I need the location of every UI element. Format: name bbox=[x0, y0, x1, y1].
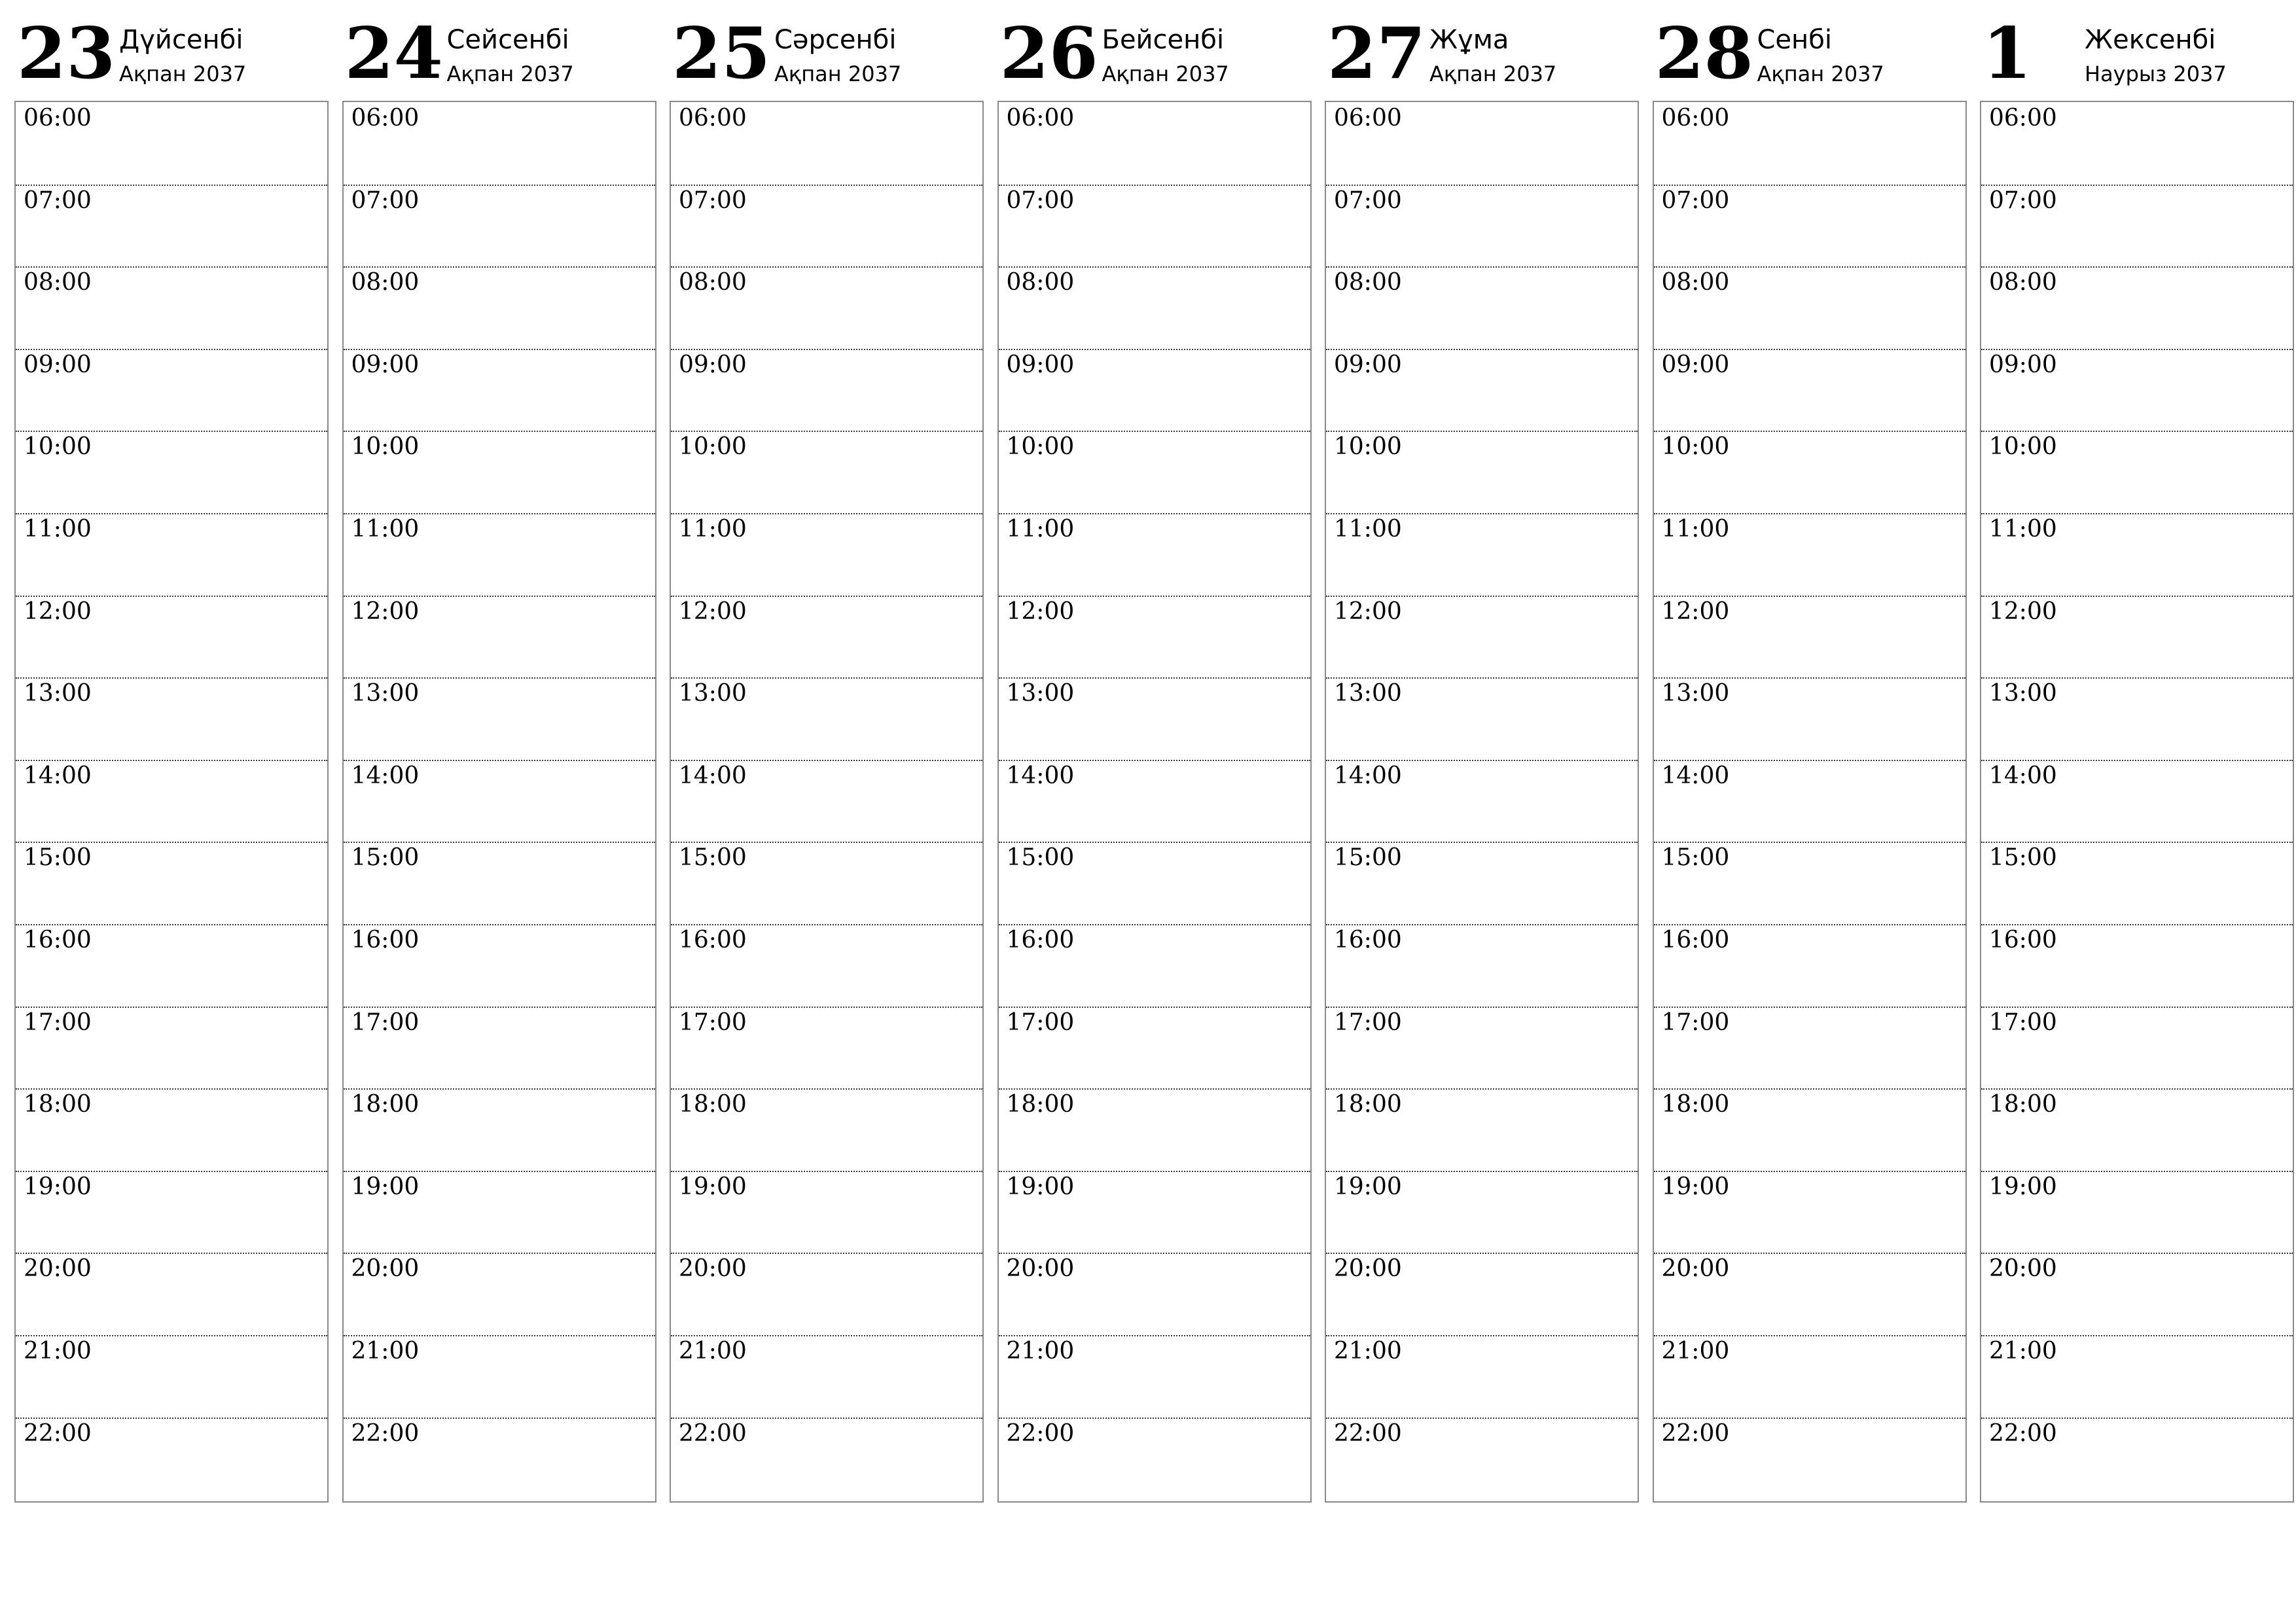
slot-time-label: 14:00 bbox=[1334, 762, 1402, 789]
time-slot[interactable] bbox=[1326, 102, 1638, 185]
slot-time-label: 07:00 bbox=[1006, 187, 1075, 214]
time-slot[interactable] bbox=[1326, 1007, 1638, 1089]
slot-time-label: 22:00 bbox=[1661, 1419, 1730, 1447]
time-slot[interactable] bbox=[1326, 266, 1638, 349]
time-slot[interactable] bbox=[344, 266, 655, 349]
time-slot[interactable] bbox=[671, 431, 982, 513]
slot-time-label: 11:00 bbox=[679, 516, 747, 543]
time-slot[interactable] bbox=[1326, 1253, 1638, 1335]
day-column bbox=[342, 0, 656, 1505]
slot-time-label: 20:00 bbox=[1661, 1255, 1730, 1283]
time-slot[interactable] bbox=[1654, 1007, 1965, 1089]
day-name: Дүйсенбі bbox=[119, 25, 243, 55]
time-slot[interactable] bbox=[671, 513, 982, 596]
slot-time-label: 12:00 bbox=[679, 597, 747, 625]
slot-time-label: 17:00 bbox=[679, 1008, 747, 1036]
slot-time-label: 16:00 bbox=[24, 927, 92, 954]
slot-time-label: 09:00 bbox=[1006, 351, 1075, 378]
time-slot[interactable] bbox=[999, 431, 1310, 513]
time-slot[interactable] bbox=[1654, 185, 1965, 267]
slot-time-label: 22:00 bbox=[24, 1419, 92, 1447]
day-month: Ақпан 2037 bbox=[119, 62, 247, 86]
slot-time-label: 21:00 bbox=[1006, 1338, 1075, 1364]
slot-time-label: 18:00 bbox=[1334, 1091, 1402, 1118]
time-slot[interactable] bbox=[1981, 924, 2293, 1007]
time-slot[interactable] bbox=[1326, 1418, 1638, 1500]
time-slot[interactable] bbox=[1981, 1007, 2293, 1089]
day-column bbox=[997, 0, 1312, 1505]
time-slot[interactable] bbox=[344, 1171, 655, 1253]
slot-time-label: 16:00 bbox=[1661, 927, 1730, 954]
time-slot[interactable] bbox=[671, 1335, 982, 1418]
time-slot[interactable] bbox=[999, 1418, 1310, 1500]
time-slot[interactable] bbox=[999, 185, 1310, 267]
slot-time-label: 06:00 bbox=[679, 105, 747, 132]
time-slot[interactable] bbox=[16, 513, 327, 596]
slot-time-label: 17:00 bbox=[1989, 1008, 2057, 1036]
slot-time-label: 13:00 bbox=[1006, 680, 1075, 707]
time-slot[interactable] bbox=[16, 842, 327, 924]
time-slot[interactable] bbox=[1326, 760, 1638, 842]
day-header bbox=[1980, 0, 2294, 98]
slot-time-label: 22:00 bbox=[679, 1419, 747, 1447]
slot-time-label: 10:00 bbox=[351, 433, 420, 461]
time-slot[interactable] bbox=[1326, 842, 1638, 924]
slot-time-label: 12:00 bbox=[24, 597, 92, 625]
time-slot[interactable] bbox=[344, 1253, 655, 1335]
time-slot[interactable] bbox=[1654, 1418, 1965, 1500]
slot-time-label: 06:00 bbox=[1334, 105, 1402, 132]
slot-time-label: 07:00 bbox=[24, 187, 92, 214]
time-slot[interactable] bbox=[671, 1007, 982, 1089]
time-slot[interactable] bbox=[344, 349, 655, 431]
slot-time-label: 12:00 bbox=[1334, 597, 1402, 625]
slot-time-label: 11:00 bbox=[1989, 516, 2057, 543]
time-slots bbox=[1325, 101, 1639, 1503]
time-slot[interactable] bbox=[16, 1253, 327, 1335]
day-month: Ақпан 2037 bbox=[1757, 62, 1884, 86]
time-slot[interactable] bbox=[344, 431, 655, 513]
slot-time-label: 12:00 bbox=[1006, 597, 1075, 625]
time-slot[interactable] bbox=[1326, 1088, 1638, 1171]
day-number: 26 bbox=[999, 12, 1098, 95]
time-slot[interactable] bbox=[1654, 677, 1965, 760]
time-slot[interactable] bbox=[344, 1088, 655, 1171]
time-slot[interactable] bbox=[999, 513, 1310, 596]
slot-time-label: 20:00 bbox=[1989, 1255, 2057, 1283]
slot-time-label: 13:00 bbox=[351, 680, 420, 707]
slot-time-label: 13:00 bbox=[24, 680, 92, 707]
time-slot[interactable] bbox=[1654, 1088, 1965, 1171]
time-slot[interactable] bbox=[16, 1171, 327, 1253]
time-slot[interactable] bbox=[1654, 349, 1965, 431]
time-slot[interactable] bbox=[1981, 431, 2293, 513]
time-slot[interactable] bbox=[16, 185, 327, 267]
slot-time-label: 16:00 bbox=[679, 927, 747, 954]
slot-time-label: 11:00 bbox=[1661, 516, 1730, 543]
time-slot[interactable] bbox=[1981, 1418, 2293, 1500]
time-slot[interactable] bbox=[671, 349, 982, 431]
slot-time-label: 14:00 bbox=[1006, 762, 1075, 789]
time-slot[interactable] bbox=[344, 1335, 655, 1418]
time-slot[interactable] bbox=[1981, 596, 2293, 678]
slot-time-label: 07:00 bbox=[1661, 187, 1730, 214]
day-name: Сенбі bbox=[1757, 25, 1832, 55]
slot-time-label: 18:00 bbox=[351, 1091, 420, 1118]
slot-time-label: 06:00 bbox=[1661, 105, 1730, 132]
day-month: Ақпан 2037 bbox=[446, 62, 574, 86]
slot-time-label: 20:00 bbox=[1006, 1255, 1075, 1283]
time-slot[interactable] bbox=[1981, 1253, 2293, 1335]
slot-time-label: 14:00 bbox=[351, 762, 420, 789]
time-slot[interactable] bbox=[16, 1088, 327, 1171]
slot-time-label: 14:00 bbox=[24, 762, 92, 789]
time-slot[interactable] bbox=[999, 102, 1310, 185]
slot-time-label: 18:00 bbox=[679, 1091, 747, 1118]
slot-time-label: 13:00 bbox=[1989, 680, 2057, 707]
time-slot[interactable] bbox=[999, 677, 1310, 760]
slot-time-label: 18:00 bbox=[24, 1091, 92, 1118]
slot-time-label: 09:00 bbox=[1334, 351, 1402, 378]
time-slot[interactable] bbox=[1981, 1171, 2293, 1253]
time-slot[interactable] bbox=[999, 1253, 1310, 1335]
slot-time-label: 22:00 bbox=[1006, 1419, 1075, 1447]
day-month: Наурыз 2037 bbox=[2085, 62, 2227, 86]
slot-time-label: 08:00 bbox=[1989, 269, 2057, 296]
day-number: 24 bbox=[344, 12, 443, 95]
day-name: Жұма bbox=[1429, 25, 1509, 55]
time-slot[interactable] bbox=[1981, 349, 2293, 431]
time-slot[interactable] bbox=[1981, 1335, 2293, 1418]
slot-time-label: 20:00 bbox=[1334, 1255, 1402, 1283]
day-column bbox=[14, 0, 329, 1505]
slot-time-label: 20:00 bbox=[24, 1255, 92, 1283]
time-slot[interactable] bbox=[16, 1335, 327, 1418]
time-slot[interactable] bbox=[16, 431, 327, 513]
slot-time-label: 21:00 bbox=[24, 1338, 92, 1364]
time-slot[interactable] bbox=[344, 185, 655, 267]
time-slot[interactable] bbox=[1326, 349, 1638, 431]
slot-time-label: 08:00 bbox=[1661, 269, 1730, 296]
slot-time-label: 06:00 bbox=[351, 105, 420, 132]
time-slot[interactable] bbox=[1654, 760, 1965, 842]
slot-time-label: 13:00 bbox=[1334, 680, 1402, 707]
time-slot[interactable] bbox=[344, 596, 655, 678]
slot-time-label: 07:00 bbox=[679, 187, 747, 214]
day-name: Жексенбі bbox=[2085, 25, 2216, 55]
day-column bbox=[1980, 0, 2294, 1505]
time-slot[interactable] bbox=[1654, 513, 1965, 596]
slot-time-label: 20:00 bbox=[351, 1255, 420, 1283]
slot-time-label: 19:00 bbox=[24, 1173, 92, 1200]
slot-time-label: 10:00 bbox=[1334, 433, 1402, 461]
slot-time-label: 15:00 bbox=[1334, 844, 1402, 872]
slot-time-label: 08:00 bbox=[1006, 269, 1075, 296]
slot-time-label: 06:00 bbox=[1006, 105, 1075, 132]
time-slots bbox=[1980, 101, 2294, 1503]
time-slot[interactable] bbox=[1654, 266, 1965, 349]
slot-time-label: 11:00 bbox=[24, 516, 92, 543]
slot-time-label: 17:00 bbox=[1006, 1008, 1075, 1036]
slot-time-label: 09:00 bbox=[1661, 351, 1730, 378]
slot-time-label: 08:00 bbox=[679, 269, 747, 296]
time-slot[interactable] bbox=[1326, 431, 1638, 513]
time-slot[interactable] bbox=[16, 349, 327, 431]
slot-time-label: 15:00 bbox=[1989, 844, 2057, 872]
time-slot[interactable] bbox=[671, 760, 982, 842]
day-name: Бейсенбі bbox=[1102, 25, 1225, 55]
time-slot[interactable] bbox=[1981, 1088, 2293, 1171]
slot-time-label: 07:00 bbox=[351, 187, 420, 214]
slot-time-label: 09:00 bbox=[351, 351, 420, 378]
time-slot[interactable] bbox=[1981, 842, 2293, 924]
time-slots bbox=[670, 101, 984, 1503]
slot-time-label: 19:00 bbox=[679, 1173, 747, 1200]
time-slot[interactable] bbox=[1654, 431, 1965, 513]
slot-time-label: 13:00 bbox=[1661, 680, 1730, 707]
slot-time-label: 22:00 bbox=[351, 1419, 420, 1447]
time-slot[interactable] bbox=[671, 266, 982, 349]
time-slot[interactable] bbox=[671, 924, 982, 1007]
day-number: 25 bbox=[672, 12, 771, 95]
time-slot[interactable] bbox=[1326, 596, 1638, 678]
time-slot[interactable] bbox=[1326, 677, 1638, 760]
slot-time-label: 22:00 bbox=[1334, 1419, 1402, 1447]
slot-time-label: 06:00 bbox=[24, 105, 92, 132]
day-column bbox=[1325, 0, 1639, 1505]
slot-time-label: 09:00 bbox=[679, 351, 747, 378]
time-slots bbox=[997, 101, 1312, 1503]
time-slot[interactable] bbox=[16, 677, 327, 760]
slot-time-label: 11:00 bbox=[351, 516, 420, 543]
day-name: Сейсенбі bbox=[446, 25, 569, 55]
time-slots bbox=[342, 101, 656, 1503]
slot-time-label: 20:00 bbox=[679, 1255, 747, 1283]
time-slot[interactable] bbox=[16, 924, 327, 1007]
slot-time-label: 14:00 bbox=[1661, 762, 1730, 789]
slot-time-label: 21:00 bbox=[1661, 1338, 1730, 1364]
slot-time-label: 17:00 bbox=[1334, 1008, 1402, 1036]
time-slot[interactable] bbox=[671, 1088, 982, 1171]
time-slot[interactable] bbox=[671, 596, 982, 678]
slot-time-label: 08:00 bbox=[1334, 269, 1402, 296]
day-header bbox=[14, 0, 329, 98]
slot-time-label: 12:00 bbox=[351, 597, 420, 625]
time-slot[interactable] bbox=[1326, 513, 1638, 596]
time-slot[interactable] bbox=[16, 1418, 327, 1500]
time-slot[interactable] bbox=[999, 924, 1310, 1007]
day-number: 28 bbox=[1655, 12, 1753, 95]
time-slot[interactable] bbox=[16, 102, 327, 185]
time-slot[interactable] bbox=[1326, 185, 1638, 267]
slot-time-label: 16:00 bbox=[351, 927, 420, 954]
slot-time-label: 07:00 bbox=[1334, 187, 1402, 214]
time-slot[interactable] bbox=[344, 102, 655, 185]
slot-time-label: 19:00 bbox=[1989, 1173, 2057, 1200]
time-slot[interactable] bbox=[671, 1418, 982, 1500]
time-slot[interactable] bbox=[999, 760, 1310, 842]
day-number: 1 bbox=[1982, 12, 2032, 95]
time-slot[interactable] bbox=[999, 596, 1310, 678]
time-slot[interactable] bbox=[16, 596, 327, 678]
slot-time-label: 17:00 bbox=[24, 1008, 92, 1036]
day-month: Ақпан 2037 bbox=[1429, 62, 1557, 86]
slot-time-label: 10:00 bbox=[24, 433, 92, 461]
slot-time-label: 17:00 bbox=[1661, 1008, 1730, 1036]
time-slot[interactable] bbox=[16, 1007, 327, 1089]
time-slot[interactable] bbox=[344, 842, 655, 924]
time-slot[interactable] bbox=[1654, 842, 1965, 924]
day-number: 23 bbox=[17, 12, 116, 95]
day-column bbox=[670, 0, 984, 1505]
time-slot[interactable] bbox=[1326, 1335, 1638, 1418]
time-slot[interactable] bbox=[344, 677, 655, 760]
day-header bbox=[997, 0, 1312, 98]
day-name: Сәрсенбі bbox=[774, 25, 897, 55]
time-slot[interactable] bbox=[1981, 760, 2293, 842]
slot-time-label: 19:00 bbox=[1661, 1173, 1730, 1200]
time-slot[interactable] bbox=[999, 1088, 1310, 1171]
slot-time-label: 09:00 bbox=[24, 351, 92, 378]
slot-time-label: 21:00 bbox=[351, 1338, 420, 1364]
slot-time-label: 15:00 bbox=[351, 844, 420, 872]
time-slot[interactable] bbox=[1654, 924, 1965, 1007]
time-slot[interactable] bbox=[16, 760, 327, 842]
slot-time-label: 16:00 bbox=[1989, 927, 2057, 954]
slot-time-label: 22:00 bbox=[1989, 1419, 2057, 1447]
slot-time-label: 15:00 bbox=[679, 844, 747, 872]
time-slot[interactable] bbox=[1326, 924, 1638, 1007]
time-slot[interactable] bbox=[671, 1253, 982, 1335]
time-slot[interactable] bbox=[1654, 1171, 1965, 1253]
day-header bbox=[342, 0, 656, 98]
slot-time-label: 07:00 bbox=[1989, 187, 2057, 214]
time-slot[interactable] bbox=[1326, 1171, 1638, 1253]
slot-time-label: 14:00 bbox=[1989, 762, 2057, 789]
slot-time-label: 21:00 bbox=[1334, 1338, 1402, 1364]
slot-time-label: 19:00 bbox=[1334, 1173, 1402, 1200]
slot-time-label: 10:00 bbox=[1661, 433, 1730, 461]
time-slot[interactable] bbox=[1981, 677, 2293, 760]
slot-time-label: 15:00 bbox=[24, 844, 92, 872]
time-slot[interactable] bbox=[999, 266, 1310, 349]
time-slot[interactable] bbox=[344, 924, 655, 1007]
time-slot[interactable] bbox=[1981, 513, 2293, 596]
time-slot[interactable] bbox=[1654, 1253, 1965, 1335]
time-slot[interactable] bbox=[671, 842, 982, 924]
slot-time-label: 06:00 bbox=[1989, 105, 2057, 132]
slot-time-label: 15:00 bbox=[1661, 844, 1730, 872]
time-slot[interactable] bbox=[1654, 102, 1965, 185]
slot-time-label: 12:00 bbox=[1661, 597, 1730, 625]
time-slot[interactable] bbox=[671, 185, 982, 267]
slot-time-label: 15:00 bbox=[1006, 844, 1075, 872]
time-slots bbox=[14, 101, 329, 1503]
time-slot[interactable] bbox=[1654, 1335, 1965, 1418]
day-column bbox=[1653, 0, 1967, 1505]
time-slot[interactable] bbox=[344, 1418, 655, 1500]
slot-time-label: 19:00 bbox=[1006, 1173, 1075, 1200]
time-slot[interactable] bbox=[16, 266, 327, 349]
slot-time-label: 14:00 bbox=[679, 762, 747, 789]
slot-time-label: 09:00 bbox=[1989, 351, 2057, 378]
slot-time-label: 18:00 bbox=[1006, 1091, 1075, 1118]
time-slot[interactable] bbox=[999, 1171, 1310, 1253]
slot-time-label: 21:00 bbox=[1989, 1338, 2057, 1364]
slot-time-label: 18:00 bbox=[1989, 1091, 2057, 1118]
time-slot[interactable] bbox=[999, 842, 1310, 924]
time-slot[interactable] bbox=[344, 1007, 655, 1089]
day-month: Ақпан 2037 bbox=[1102, 62, 1229, 86]
slot-time-label: 17:00 bbox=[351, 1008, 420, 1036]
time-slot[interactable] bbox=[344, 760, 655, 842]
time-slot[interactable] bbox=[999, 1007, 1310, 1089]
slot-time-label: 21:00 bbox=[679, 1338, 747, 1364]
time-slot[interactable] bbox=[1981, 185, 2293, 267]
time-slot[interactable] bbox=[671, 677, 982, 760]
slot-time-label: 10:00 bbox=[679, 433, 747, 461]
time-slot[interactable] bbox=[999, 349, 1310, 431]
day-header bbox=[670, 0, 984, 98]
time-slot[interactable] bbox=[344, 513, 655, 596]
slot-time-label: 10:00 bbox=[1989, 433, 2057, 461]
slot-time-label: 19:00 bbox=[351, 1173, 420, 1200]
slot-time-label: 08:00 bbox=[351, 269, 420, 296]
slot-time-label: 08:00 bbox=[24, 269, 92, 296]
day-header bbox=[1325, 0, 1639, 98]
day-month: Ақпан 2037 bbox=[774, 62, 902, 86]
time-slot[interactable] bbox=[999, 1335, 1310, 1418]
slot-time-label: 11:00 bbox=[1334, 516, 1402, 543]
time-slot[interactable] bbox=[1981, 266, 2293, 349]
time-slots bbox=[1653, 101, 1967, 1503]
slot-time-label: 11:00 bbox=[1006, 516, 1075, 543]
time-slot[interactable] bbox=[1654, 596, 1965, 678]
time-slot[interactable] bbox=[671, 1171, 982, 1253]
time-slot[interactable] bbox=[1981, 102, 2293, 185]
day-number: 27 bbox=[1327, 12, 1426, 95]
slot-time-label: 10:00 bbox=[1006, 433, 1075, 461]
time-slot[interactable] bbox=[671, 102, 982, 185]
slot-time-label: 13:00 bbox=[679, 680, 747, 707]
slot-time-label: 18:00 bbox=[1661, 1091, 1730, 1118]
slot-time-label: 16:00 bbox=[1006, 927, 1075, 954]
slot-time-label: 12:00 bbox=[1989, 597, 2057, 625]
slot-time-label: 16:00 bbox=[1334, 927, 1402, 954]
day-header bbox=[1653, 0, 1967, 98]
